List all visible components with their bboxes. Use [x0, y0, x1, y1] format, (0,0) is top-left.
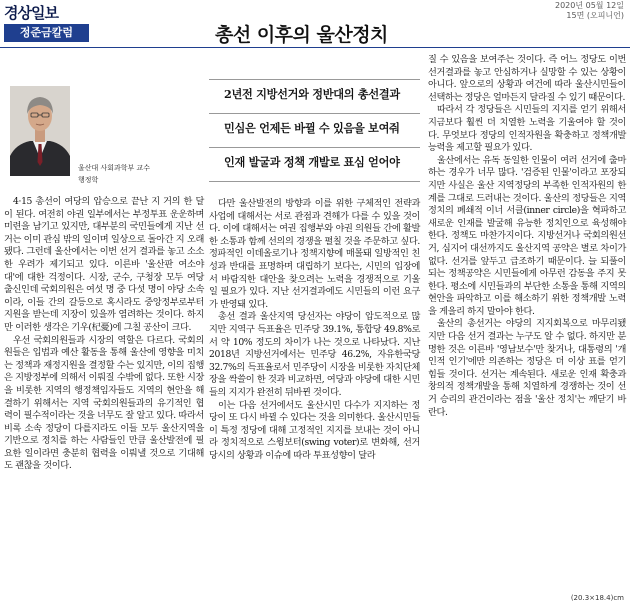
issue-info: [555, 1, 624, 21]
paragraph: 이는 다음 선거에서도 울산시민 다수가 지지하는 정당이 또 다시 바뀔 수 있다는 것을 의미한다. 울산시민들이 특정 정당에 대해 고정적인 지지를 보내는 것이 아니라 정치적으로 스윙보터(swing voter)로 변화해, 선거당시의 상황과 이슈에 따라 투표성향이 달라: [209, 399, 420, 461]
article-title: 총선 이후의 울산정치: [215, 24, 388, 46]
issue-date: 2020년 05월 12일: [555, 1, 624, 10]
paragraph: 질 수 있음을 보여주는 것이다. 즉 어느 정당도 이번 선거결과를 놓고 안심하거나 실망할 수 있는 상황이 아니다. 앞으로의 상황과 여건에 따라 울산시민들이 선택하는 정당은 얼마든지 달라질 수 있기 때문이다.: [428, 54, 626, 103]
article-column-2: [209, 198, 420, 462]
header-rule: [0, 47, 630, 48]
article-column-1: [4, 196, 204, 473]
subtitle-divider: [209, 113, 420, 114]
paragraph: 울산에서는 유독 동일한 인물이 여러 선거에 출마하는 경우가 너무 많다. '검증된 인물'이라고 포장되지만 사실은 울산 지역정당의 부족한 인적자원의 한계를 그대로 드러내는 것이다. 울산의 정당들은 지역정치의 폐쇄적 이너 서클(inner circle)을 혁파하고 새로운 인재를 발굴해 유능한 정치인으로 육성해야 한다. 정책도 마찬가지이다. 지방선거나 국회의원선거, 심지어 대선까지도 울산지역 공약은 별로 차이가 없다. 선거를 앞두고 급조하기 때문이다. 늘 되풀이되는 정책공약은 시민들에게 아무런 감동을 주지 못한다. 평소에 시민들과의 부단한 소통을 통해 지역의 현안을 파악하고 이를 해소하기 위한 정책개발 노력을 게을리 하지 말아야 한다.: [428, 154, 626, 317]
paragraph: 우선 국회의원들과 시장의 역할은 다르다. 국회의원들은 입법과 예산 활동을 통해 울산에 영향을 미치는 정책과 재정지원을 결정할 수는 있지만, 이의 집행은 지방정부에 의해서 이뤄질 수밖에 없다. 또한 시장을 비롯한 지역의 행정책임자들도 지역의 현안을 해결하기 위해서는 지역 국회의원들과의 유기적인 협력이 필수적이라는 것을 너무도 잘 알고 있다. 따라서 비록 소속 정당이 다를지라도 이들 모두 울산지역을 기반으로 정치를 하는 사람들인 만큼 울산발전에 필요한 일이라면 충분히 협력을 이뤄낼 것으로 기대해도 괜찮을 것이다.: [4, 334, 204, 472]
issue-page: 15면 (오피니언): [566, 11, 624, 20]
article-size-note: (20.3×18.4)cm: [570, 594, 624, 602]
column-name-tag: 정준금칼럼: [4, 24, 89, 42]
article-column-3: [428, 54, 626, 419]
author-role: 행정학: [78, 176, 99, 184]
paragraph: 총선 결과 울산지역 당선자는 야당이 압도적으로 많지만 지역구 득표율은 민주당 39.1%, 통합당 49.8%로서 약 10% 정도의 차이가 나는 것으로 나타났다. 지난 2018년 지방선거에서는 민주당 46.2%, 자유한국당 32.7%의 득표율로서 민주당이 시장을 비롯한 자치단체장을 싹쓸이 한 것과 비교하면, 여당과 야당에 대한 시민들의 지지가 완전히 뒤바뀐 것이다.: [209, 311, 420, 398]
subtitle-divider: [209, 79, 420, 80]
newspaper-masthead: 경상일보: [4, 4, 58, 22]
paragraph: 따라서 각 정당들은 시민들의 지지를 얻기 위해서 지금보다 훨씬 더 치열한 노력을 기울여야 할 것이다. 무엇보다 정당의 인적자원을 확충하고 정책개발 능력을 제고할 필요가 있다.: [428, 104, 626, 154]
subtitle-2: 민심은 언제든 바뀔 수 있음을 보여줘: [224, 121, 400, 135]
paragraph: 다만 울산발전의 방향과 이를 위한 구체적인 전략과 사업에 대해서는 서로 관점과 견해가 다를 수 있을 것이다. 이에 대해서는 여권 집행부와 야권 의원들 간에 활발한 소통과 함께 선의의 경쟁을 펼칠 것을 주문하고 싶다. 정파적인 이데올로기나 정책지향에 매몰돼 일방적인 친성과 반대를 표명하며 대립하기 보다는, 시민의 입장에서 바람직한 대안을 찾으려는 노력을 경쟁적으로 기울일 필요가 있다. 지난 선거결과에도 시민들의 이런 요구가 반영돼 있다.: [209, 198, 420, 310]
subtitle-3: 인재 발굴과 정책 개발로 표심 얻어야: [224, 155, 400, 169]
author-caption: [78, 162, 150, 186]
subtitle-1: 2년전 지방선거와 정반대의 총선결과: [224, 87, 400, 101]
paragraph: 4·15 총선이 여당의 압승으로 끝난 지 거의 한 달이 된다. 여전히 야권 일부에서는 부정투표 운운하며 미련을 남기고 있지만, 대부분의 국민들에게 지난 선거는 이미 관심 밖의 일이며 일상으로 돌아간 지 오래됐다. 그런데 울산에서는 이번 선거 결과를 놓고 소소한 우려가 제기되고 있다. 이른바 '울산판 여소야대'에 대한 걱정이다. 시장, 군수, 구청장 모두 여당 출신인데 국회의원은 여섯 명 중 다섯 명이 야당 소속이라, 이들 간의 갈등으로 혹시라도 중앙정부로부터 지원을 받는데 지장이 있을까 염려하는 것이다. 하지만 이러한 생각은 기우(杞憂)에 그칠 공산이 크다.: [4, 196, 204, 333]
subtitle-divider: [209, 181, 420, 182]
subtitle-divider: [209, 147, 420, 148]
author-portrait-icon: [10, 86, 70, 176]
author-photo: [10, 86, 70, 176]
author-affiliation: 울산대 사회과학부 교수: [78, 164, 151, 172]
paragraph: 울산의 총선거는 야당의 지지회복으로 마무리됐지만 다음 선거 결과는 누구도 알 수 없다. 하지만 분명한 것은 이른바 '영남보수'만 찾거나, 대통령의 '개인적 인기'에만 의존하는 정당은 더 이상 표를 얻기 힘들 것이다. 선거는 계속된다. 새로운 인재 확충과 창의적 정책개발을 통해 치열하게 경쟁하는 것이 선거 승리의 관건이라는 점을 '울산 정치'는 깨닫기 바란다.: [428, 318, 626, 418]
